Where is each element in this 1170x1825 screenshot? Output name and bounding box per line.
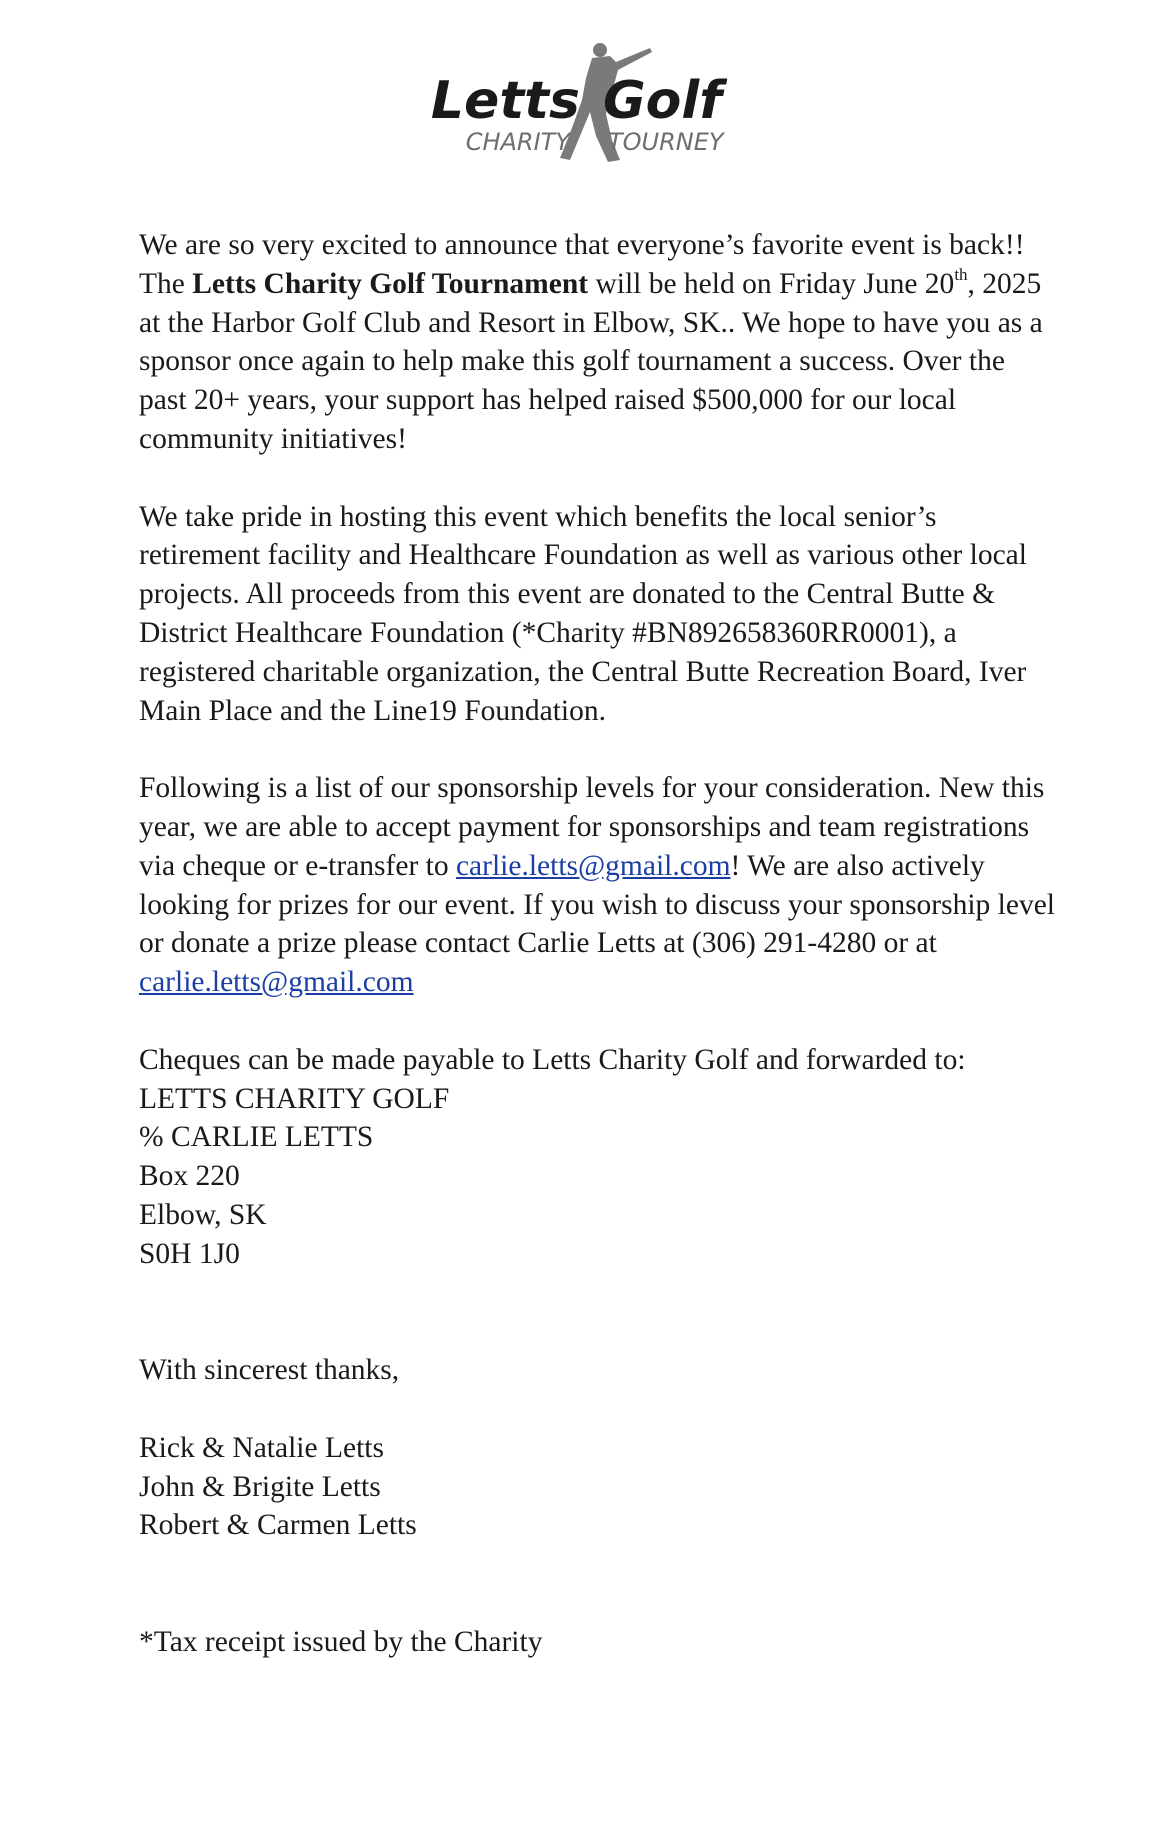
address-line: Box 220 <box>139 1160 240 1193</box>
letter-body <box>139 226 1059 1661</box>
email-link-1[interactable]: carlie.letts@gmail.com <box>455 849 731 882</box>
address-line: LETTS CHARITY GOLF <box>139 1082 450 1115</box>
logo-sub-tourney: TOURNEY <box>608 128 724 156</box>
logo-word-letts: Letts <box>430 71 580 131</box>
sponsorship-text-1: Following is a list of our sponsorship levels for your consideration. New this year, we are able to accept payment for sponsorships and team registrations via cheque or e-transfer to <box>139 772 1045 882</box>
letts-golf-logo <box>420 40 760 170</box>
sponsorship-text-2: ! We are also actively looking for prizes for our event. If you wish to discuss your sponsorship level or donate a prize please contact Carlie Letts at (306) 291-4280 or at <box>139 849 1055 960</box>
intro-text-3: , 2025 at the Harbor Golf Club and Resort in Elbow, SK.. We hope to have you as a sponsor once again to help make this golf tournament a success. Over the past 20+ years, your support has helped raised $500,000 for our local community initiatives! <box>139 267 1043 455</box>
address-line: Elbow, SK <box>139 1198 267 1231</box>
intro-text-1: We are so very excited to announce that everyone’s favorite event is back!! The <box>139 229 1025 300</box>
date-suffix: th <box>954 264 968 284</box>
logo-word-golf: Golf <box>603 71 722 131</box>
tax-footnote: *Tax receipt issued by the Charity <box>139 1625 543 1658</box>
intro-text-2: will be held on Friday June 20 <box>588 267 955 300</box>
address-line: S0H 1J0 <box>139 1237 240 1270</box>
tournament-name: Letts Charity Golf Tournament <box>192 267 589 300</box>
signature-line: Robert & Carmen Letts <box>139 1509 417 1542</box>
beneficiaries-paragraph: We take pride in hosting this event which benefits the local senior’s retirement facility and Healthcare Foundation as well as various other local projects. All proceeds from this event are donated to the Central Butte & District Healthcare Foundation (*Charity #BN892658360RR0001), a registered charitable organization, the Central Butte Recreation Board, Iver Main Place and the Line19 Foundation. <box>139 500 1027 727</box>
logo-graphic <box>420 40 760 170</box>
email-link-2[interactable]: carlie.letts@gmail.com <box>139 966 414 999</box>
logo-sub-charity: CHARITY <box>465 128 570 156</box>
address-line: % CARLIE LETTS <box>139 1121 374 1154</box>
closing-line: With sincerest thanks, <box>139 1354 400 1387</box>
intro-paragraph <box>139 226 1059 459</box>
signature-line: Rick & Natalie Letts <box>139 1431 384 1464</box>
sponsorship-paragraph <box>139 769 1059 1002</box>
cheques-paragraph: Cheques can be made payable to Letts Charity Golf and forwarded to: <box>139 1043 966 1076</box>
signature-line: John & Brigite Letts <box>139 1470 381 1503</box>
